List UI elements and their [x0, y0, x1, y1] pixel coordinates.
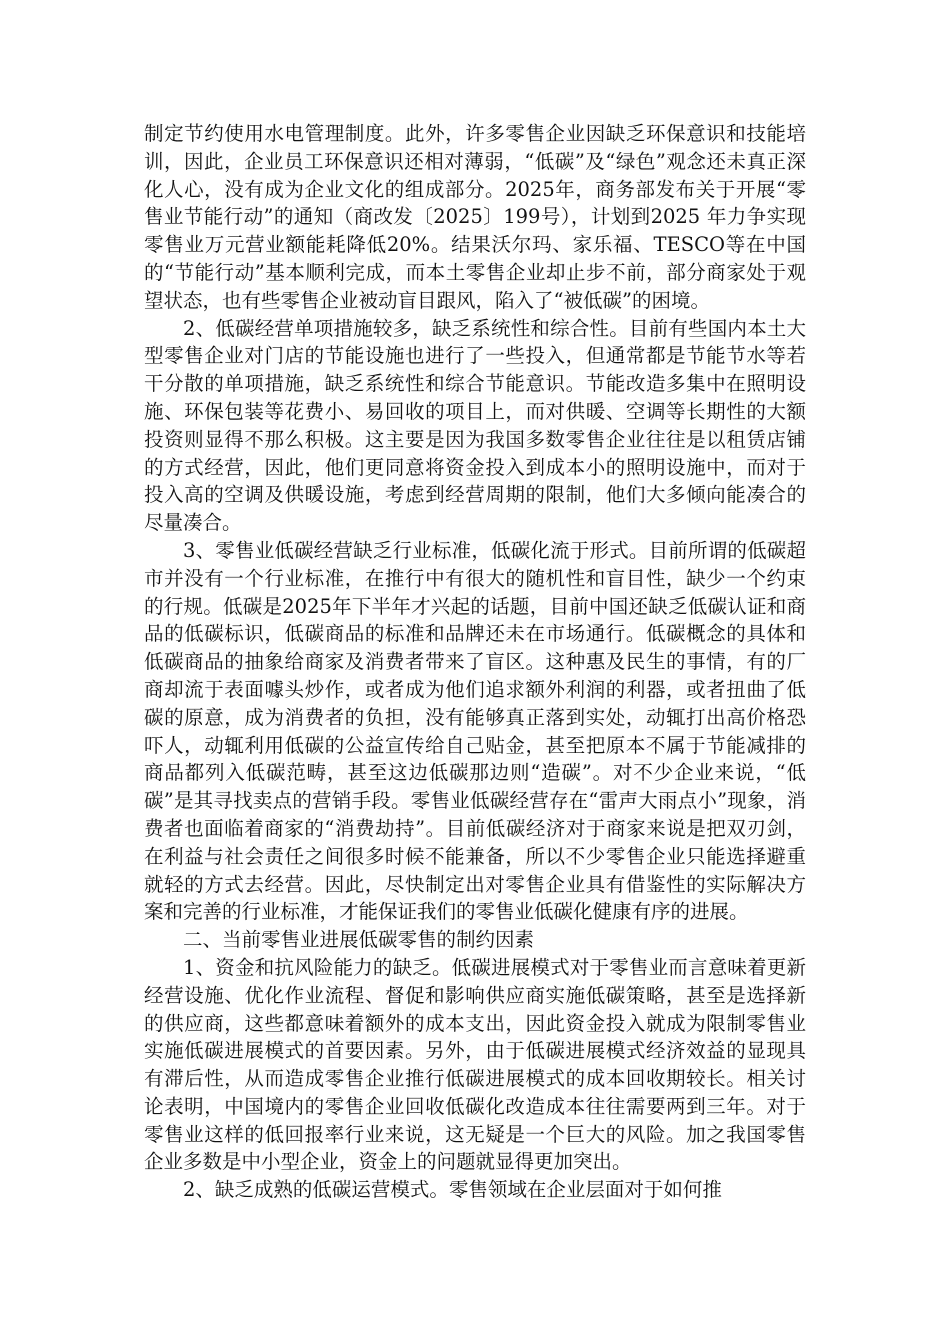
body-paragraph-item-3: 3、零售业低碳经营缺乏行业标准，低碳化流于形式。目前所谓的低碳超市并没有一个行业标准，在推行中有很大的随机性和盲目性，缺少一个约束的行规。低碳是2025年下半年才兴起的话题，目前中国还缺乏低碳认证和商品的低碳标识，低碳商品的标准和品牌还未在市场通行。低碳概念的具体和低碳商品的抽象给商家及消费者带来了盲区。这种惠及民生的事情，有的厂商却流于表面噱头炒作，或者成为他们追求额外利润的利器，或者扭曲了低碳的原意，成为消费者的负担，没有能够真正落到实处，动辄打出高价格恐吓人，动辄利用低碳的公益宣传给自己贴金，甚至把原本不属于节能减排的商品都列入低碳范畴，甚至这边低碳那边则“造碳”。对不少企业来说，“低碳”是其寻找卖点的营销手段。零售业低碳经营存在“雷声大雨点小”现象，消费者也面临着商家的“消费劫持”。目前低碳经济对于商家来说是把双刃剑，在利益与社会责任之间很多时候不能兼备，所以不少零售企业只能选择避重就轻的方式去经营。因此，尽快制定出对零售企业具有借鉴性的实际解决方案和完善的行业标准，才能保证我们的零售业低碳化健康有序的进展。 — [144, 538, 806, 924]
section-heading: 二、当前零售业进展低碳零售的制约因素 — [183, 928, 535, 952]
document-page — [144, 120, 806, 1204]
body-paragraph-item-2: 2、低碳经营单项措施较多，缺乏系统性和综合性。目前有些国内本土大型零售企业对门店的节能设施也进行了一些投入，但通常都是节能节水等若干分散的单项措施，缺乏系统性和综合节能意识。节能改造多集中在照明设施、环保包装等花费小、易回收的项目上，而对供暖、空调等长期性的大额投资则显得不那么积极。这主要是因为我国多数零售企业往往是以租赁店铺的方式经营，因此，他们更同意将资金投入到成本小的照明设施中，而对于投入高的空调及供暖设施，考虑到经营周期的限制，他们大多倾向能凑合的尽量凑合。 — [144, 316, 806, 535]
body-paragraph-continued: 制定节约使用水电管理制度。此外，许多零售企业因缺乏环保意识和技能培训，因此，企业员工环保意识还相对薄弱，“低碳”及“绿色”观念还未真正深化人心，没有成为企业文化的组成部分。2025年，商务部发布关于开展“零售业节能行动”的通知（商改发〔2025〕199号），计划到2025 年力争实现零售业万元营业额能耗降低20%。结果沃尔玛、家乐福、TESCO等在中国的“节能行动”基本顺利完成，而本土零售企业却止步不前，部分商家处于观望状态，也有些零售企业被动盲目跟风，陷入了“被低碳”的困境。 — [144, 122, 806, 312]
body-paragraph-factor-1: 1、资金和抗风险能力的缺乏。低碳进展模式对于零售业而言意味着更新经营设施、优化作业流程、督促和影响供应商实施低碳策略，甚至是选择新的供应商，这些都意味着额外的成本支出，因此资金投入就成为限制零售业实施低碳进展模式的首要因素。另外，由于低碳进展模式经济效益的显现具有滞后性，从而造成零售企业推行低碳进展模式的成本回收期较长。相关讨论表明，中国境内的零售企业回收低碳化改造成本往往需要两到三年。对于零售业这样的低回报率行业来说，这无疑是一个巨大的风险。加之我国零售企业多数是中小型企业，资金上的问题就显得更加突出。 — [144, 955, 806, 1174]
body-paragraph-factor-2: 2、缺乏成熟的低碳运营模式。零售领域在企业层面对于如何推 — [183, 1178, 722, 1202]
